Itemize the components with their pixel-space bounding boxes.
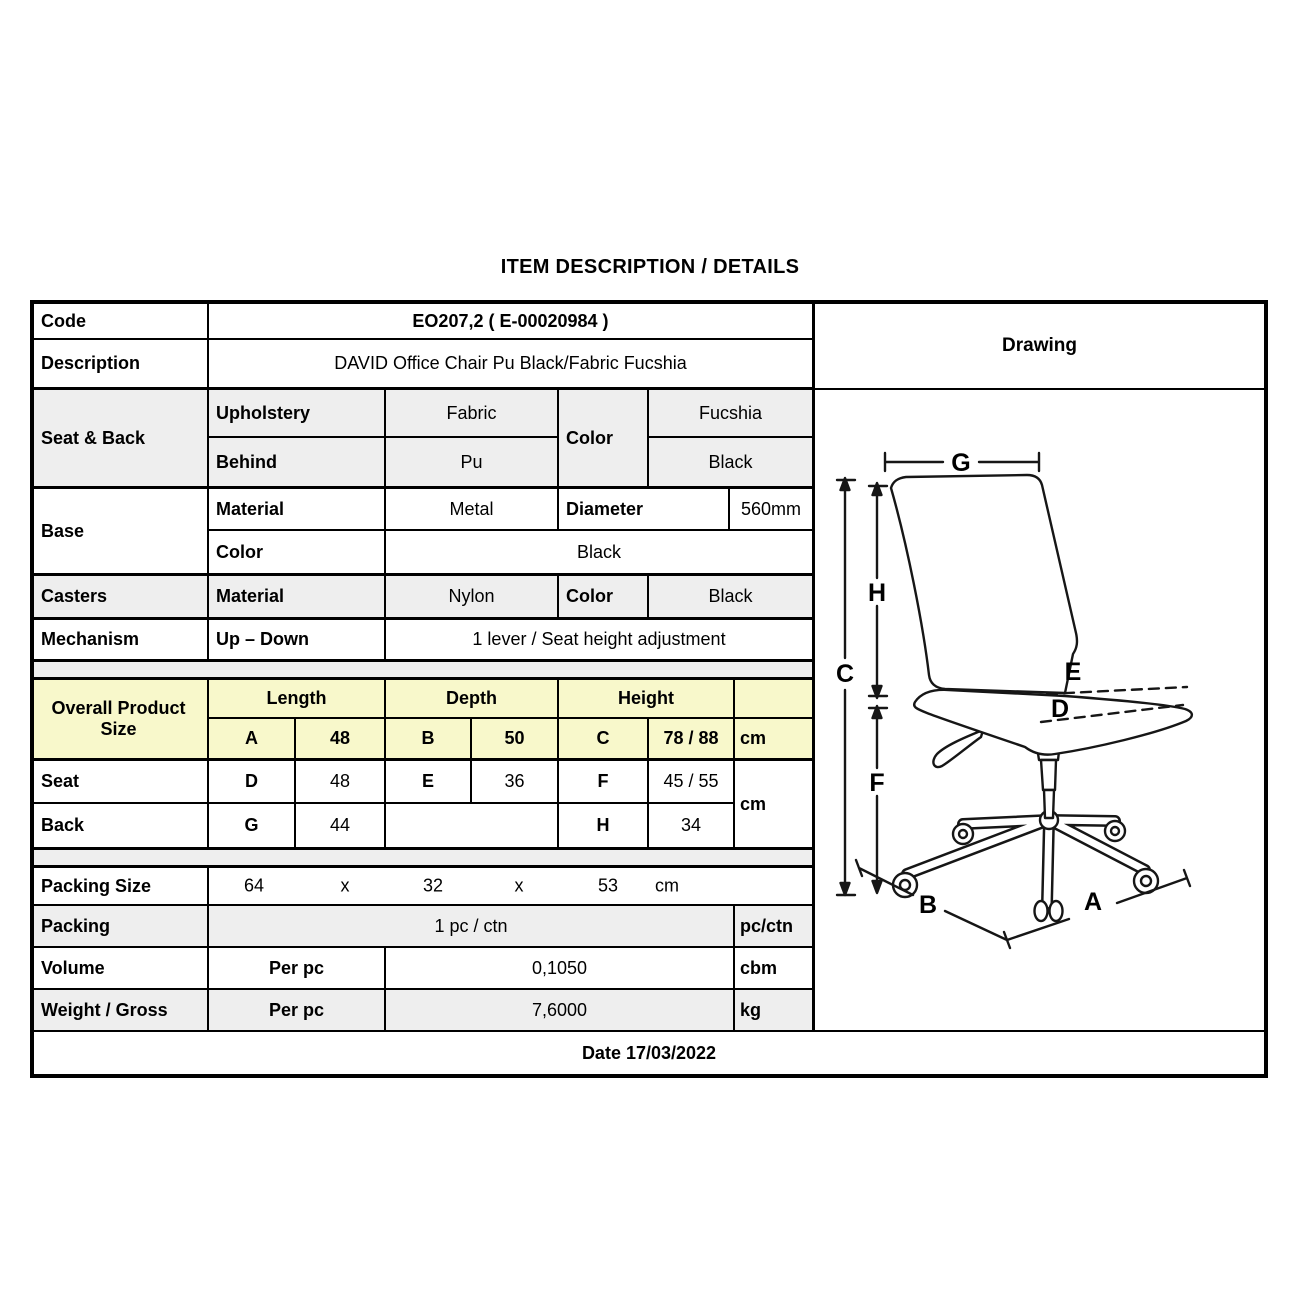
casters-color-label: Color [559,576,649,617]
packing-value: 1 pc / ctn [209,906,735,946]
packing-unit: pc/ctn [740,915,794,936]
packing-size-d: 32 [422,875,444,896]
upholstery-color-subrow [649,390,812,438]
weight-label: Weight / Gross [34,990,209,1030]
seat-back-section [34,390,812,489]
casters-material-value: Nylon [386,576,559,617]
weight-row [34,990,812,1030]
seat-back-dims-subrows [34,761,735,847]
spacer-row [34,662,812,680]
dim-c-key: C [559,719,649,758]
code-label: Code [34,304,209,338]
overall-size-section [34,680,812,761]
packing-label: Packing [34,906,209,946]
dim-d-value: 48 [296,761,386,802]
back-row-empty-cell [386,804,559,847]
weight-unit: kg [740,999,762,1020]
description-label: Description [34,340,209,387]
dim-b-key: B [386,719,472,758]
behind-label: Behind [209,438,386,486]
packing-size-label: Packing Size [34,868,209,904]
base-subrows [209,489,812,573]
chair-backrest [891,475,1077,693]
seat-back-color-label: Color [559,390,649,486]
behind-color-value: Black [708,451,753,472]
dimension-f [869,706,887,893]
base-diameter-label: Diameter [559,489,730,529]
base-label: Base [34,489,209,573]
dim-f-key: F [559,761,649,802]
overall-size-values-subrow [209,719,812,758]
date-row-wrap [34,1030,1264,1074]
dim-label-a: A [1083,888,1103,916]
dim-label-g: G [951,449,971,477]
overall-size-header-subrow [209,680,812,719]
volume-value: 0,1050 [386,948,735,988]
base-material-subrow [209,489,812,531]
overall-header-empty-cell [735,680,812,717]
code-row [34,304,812,340]
spacer-row-2 [34,850,812,868]
dimension-e-dashed [1047,687,1187,694]
height-header: Height [559,680,735,717]
seat-back-color-values [649,390,812,486]
drawing-area [815,390,1264,1030]
drawing-title: Drawing [815,304,1264,390]
description-row [34,340,812,390]
base-material-label: Material [209,489,386,529]
overall-size-label-line2: Size [100,719,137,739]
behind-color-subrow [649,438,812,486]
weight-per: Per pc [209,990,386,1030]
volume-per: Per pc [209,948,386,988]
dim-label-d: D [1050,695,1070,723]
dim-h-key: H [559,804,649,847]
depth-header: Depth [386,680,559,717]
dim-label-c: C [835,660,855,688]
base-color-label: Color [209,531,386,573]
dim-label-h: H [867,579,887,607]
upholstery-color-value: Fucshia [698,402,763,423]
upholstery-value: Fabric [386,390,559,436]
packing-row [34,906,812,948]
back-row-label: Back [34,804,209,847]
packing-size-h: 53 [597,875,619,896]
overall-size-label [34,680,209,758]
description-value: DAVID Office Chair Pu Black/Fabric Fucshia [334,353,687,374]
casters-material-label: Material [209,576,386,617]
packing-size-row [34,868,812,906]
spec-grid [34,304,815,1030]
base-material-value: Metal [386,489,559,529]
packing-size-unit: cm [655,875,679,896]
dim-h-value: 34 [649,804,735,847]
dim-label-f: F [869,769,885,797]
seat-back-unit: cm [740,793,767,814]
item-details-table [30,300,1268,1078]
mechanism-label: Mechanism [34,620,209,659]
packing-size-x1: x [340,875,350,896]
behind-subrow [209,438,559,486]
dim-c-value: 78 / 88 [649,719,735,758]
chair-lever [933,730,983,767]
base-color-subrow [209,531,812,573]
dim-a-key: A [209,719,296,758]
spacer-cell [34,662,812,677]
overall-unit: cm [740,728,767,749]
seat-row-label: Seat [34,761,209,802]
packing-size-w: 64 [243,875,265,896]
date-row: Date 17/03/2022 [581,1042,717,1063]
table-body [34,304,1264,1030]
weight-value: 7,6000 [386,990,735,1030]
dim-d-key: D [209,761,296,802]
drawing-panel [815,304,1264,1030]
volume-unit: cbm [740,957,778,978]
chair-drawing [815,390,1261,1018]
length-header: Length [209,680,386,717]
base-diameter-value: 560mm [740,498,802,519]
dim-label-b: B [918,891,938,919]
dim-g-value: 44 [296,804,386,847]
dim-a-value: 48 [296,719,386,758]
upholstery-label: Upholstery [209,390,386,436]
dim-f-value: 45 / 55 [649,761,735,802]
dim-e-value: 36 [472,761,559,802]
seat-back-label: Seat & Back [34,390,209,486]
seat-dims-row [34,761,735,804]
seat-back-dims-section [34,761,812,850]
volume-row [34,948,812,990]
casters-color-value: Black [708,586,753,607]
overall-size-subrows [209,680,812,758]
mechanism-value: 1 lever / Seat height adjustment [472,629,726,650]
dim-g-key: G [209,804,296,847]
dim-e-key: E [386,761,472,802]
behind-value: Pu [386,438,559,486]
page-title: ITEM DESCRIPTION / DETAILS [500,256,800,278]
base-section [34,489,812,576]
packing-size-values [209,868,812,904]
casters-row [34,576,812,620]
upholstery-subrow [209,390,559,438]
packing-size-x2: x [514,875,524,896]
back-dims-row [34,804,735,847]
base-color-value: Black [576,541,621,562]
spacer-cell-2 [34,850,812,865]
casters-label: Casters [34,576,209,617]
dim-b-value: 50 [472,719,559,758]
volume-label: Volume [34,948,209,988]
mechanism-row [34,620,812,662]
code-value: EO207,2 ( E-00020984 ) [412,310,609,331]
dim-label-e: E [1064,658,1082,686]
seat-back-subrows [209,390,559,486]
overall-size-label-line1: Overall Product [51,698,186,719]
mechanism-type: Up – Down [209,620,386,659]
